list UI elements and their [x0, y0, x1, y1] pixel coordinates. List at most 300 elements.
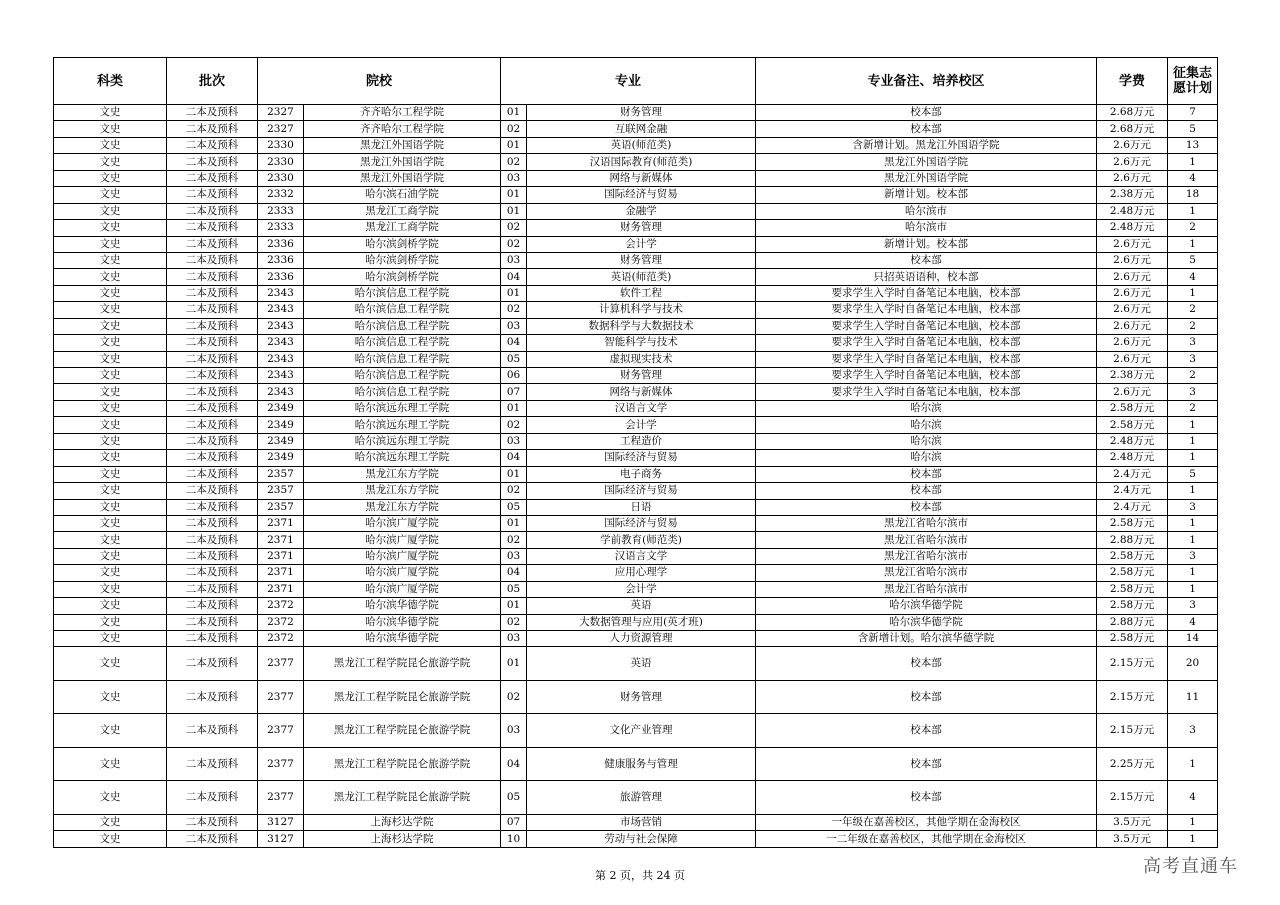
- cell-tuition: 2.15万元: [1097, 647, 1168, 681]
- cell-tuition: 3.5万元: [1097, 814, 1168, 830]
- cell-major-code: 07: [501, 814, 527, 830]
- cell-school-name: 黑龙江工程学院昆仑旅游学院: [304, 747, 501, 781]
- table-row: [54, 252, 1218, 268]
- cell-major-name: 劳动与社会保障: [527, 831, 756, 847]
- cell-batch: 二本及预科: [167, 302, 258, 318]
- cell-category: 文史: [54, 203, 167, 219]
- cell-notes: 校本部: [756, 121, 1097, 137]
- cell-category: 文史: [54, 137, 167, 153]
- cell-major-name: 互联网金融: [527, 121, 756, 137]
- table-row: [54, 781, 1218, 815]
- cell-school-code: 2377: [258, 781, 304, 815]
- cell-batch: 二本及预科: [167, 714, 258, 748]
- cell-major-code: 02: [501, 236, 527, 252]
- cell-school-name: 黑龙江外国语学院: [304, 170, 501, 186]
- cell-notes: 哈尔滨华德学院: [756, 598, 1097, 614]
- table-row: [54, 814, 1218, 830]
- table-row: [54, 831, 1218, 847]
- cell-plan: 2: [1168, 400, 1218, 416]
- cell-major-name: 文化产业管理: [527, 714, 756, 748]
- cell-major-name: 英语: [527, 647, 756, 681]
- cell-notes: 黑龙江外国语学院: [756, 170, 1097, 186]
- cell-major-name: 大数据管理与应用(英才班): [527, 614, 756, 630]
- cell-notes: 校本部: [756, 747, 1097, 781]
- cell-school-code: 2336: [258, 252, 304, 268]
- cell-major-code: 03: [501, 252, 527, 268]
- cell-plan: 3: [1168, 384, 1218, 400]
- cell-plan: 1: [1168, 515, 1218, 531]
- cell-tuition: 2.6万元: [1097, 252, 1168, 268]
- cell-tuition: 2.4万元: [1097, 483, 1168, 499]
- cell-plan: 1: [1168, 285, 1218, 301]
- cell-batch: 二本及预科: [167, 598, 258, 614]
- cell-major-name: 数据科学与大数据技术: [527, 318, 756, 334]
- cell-major-name: 汉语言文学: [527, 548, 756, 564]
- table-row: [54, 400, 1218, 416]
- cell-notes: 黑龙江外国语学院: [756, 154, 1097, 170]
- cell-major-code: 03: [501, 170, 527, 186]
- cell-notes: 哈尔滨: [756, 450, 1097, 466]
- cell-category: 文史: [54, 121, 167, 137]
- cell-notes: 哈尔滨市: [756, 203, 1097, 219]
- cell-school-code: 2357: [258, 499, 304, 515]
- cell-notes: 含新增计划。黑龙江外国语学院: [756, 137, 1097, 153]
- cell-tuition: 2.38万元: [1097, 368, 1168, 384]
- table-row: [54, 285, 1218, 301]
- cell-plan: 14: [1168, 631, 1218, 647]
- cell-school-code: 2343: [258, 368, 304, 384]
- cell-batch: 二本及预科: [167, 252, 258, 268]
- cell-major-code: 01: [501, 466, 527, 482]
- cell-category: 文史: [54, 318, 167, 334]
- cell-category: 文史: [54, 631, 167, 647]
- cell-major-name: 财务管理: [527, 220, 756, 236]
- cell-notes: 校本部: [756, 105, 1097, 121]
- cell-school-code: 2357: [258, 466, 304, 482]
- cell-major-code: 03: [501, 548, 527, 564]
- cell-major-code: 05: [501, 781, 527, 815]
- cell-plan: 5: [1168, 466, 1218, 482]
- table-row: [54, 417, 1218, 433]
- cell-tuition: 2.58万元: [1097, 400, 1168, 416]
- table-row: [54, 351, 1218, 367]
- table-row: [54, 269, 1218, 285]
- cell-category: 文史: [54, 368, 167, 384]
- cell-school-name: 哈尔滨广厦学院: [304, 515, 501, 531]
- cell-major-name: 学前教育(师范类): [527, 532, 756, 548]
- cell-tuition: 2.6万元: [1097, 318, 1168, 334]
- cell-batch: 二本及预科: [167, 105, 258, 121]
- cell-plan: 1: [1168, 532, 1218, 548]
- cell-tuition: 2.6万元: [1097, 285, 1168, 301]
- cell-school-code: 2377: [258, 747, 304, 781]
- cell-batch: 二本及预科: [167, 532, 258, 548]
- cell-school-name: 哈尔滨广厦学院: [304, 532, 501, 548]
- cell-plan: 5: [1168, 121, 1218, 137]
- table-row: [54, 137, 1218, 153]
- cell-plan: 3: [1168, 714, 1218, 748]
- cell-notes: 校本部: [756, 647, 1097, 681]
- cell-major-name: 智能科学与技术: [527, 335, 756, 351]
- cell-school-name: 黑龙江工程学院昆仑旅游学院: [304, 714, 501, 748]
- cell-notes: 要求学生入学时自备笔记本电脑，校本部: [756, 318, 1097, 334]
- cell-batch: 二本及预科: [167, 236, 258, 252]
- cell-school-name: 哈尔滨远东理工学院: [304, 433, 501, 449]
- cell-plan: 2: [1168, 368, 1218, 384]
- cell-major-code: 01: [501, 285, 527, 301]
- cell-category: 文史: [54, 548, 167, 564]
- cell-batch: 二本及预科: [167, 631, 258, 647]
- cell-school-code: 2343: [258, 384, 304, 400]
- cell-plan: 1: [1168, 831, 1218, 847]
- table-row: [54, 236, 1218, 252]
- cell-major-code: 05: [501, 351, 527, 367]
- table-row: [54, 335, 1218, 351]
- cell-plan: 1: [1168, 814, 1218, 830]
- cell-school-name: 哈尔滨剑桥学院: [304, 236, 501, 252]
- cell-category: 文史: [54, 236, 167, 252]
- cell-school-code: 2343: [258, 285, 304, 301]
- cell-batch: 二本及预科: [167, 581, 258, 597]
- cell-plan: 20: [1168, 647, 1218, 681]
- cell-plan: 4: [1168, 269, 1218, 285]
- cell-tuition: 2.68万元: [1097, 105, 1168, 121]
- cell-school-code: 2343: [258, 318, 304, 334]
- cell-major-code: 03: [501, 318, 527, 334]
- cell-plan: 2: [1168, 302, 1218, 318]
- cell-major-name: 人力资源管理: [527, 631, 756, 647]
- cell-tuition: 2.58万元: [1097, 548, 1168, 564]
- cell-notes: 要求学生入学时自备笔记本电脑，校本部: [756, 335, 1097, 351]
- cell-school-code: 3127: [258, 831, 304, 847]
- cell-tuition: 2.4万元: [1097, 499, 1168, 515]
- cell-batch: 二本及预科: [167, 515, 258, 531]
- cell-notes: 校本部: [756, 483, 1097, 499]
- header-plan: 征集志愿计划: [1168, 58, 1218, 105]
- cell-batch: 二本及预科: [167, 831, 258, 847]
- cell-school-code: 2371: [258, 581, 304, 597]
- table-row: [54, 368, 1218, 384]
- cell-tuition: 2.6万元: [1097, 335, 1168, 351]
- cell-major-name: 金融学: [527, 203, 756, 219]
- cell-batch: 二本及预科: [167, 203, 258, 219]
- cell-notes: 黑龙江省哈尔滨市: [756, 548, 1097, 564]
- cell-batch: 二本及预科: [167, 220, 258, 236]
- cell-batch: 二本及预科: [167, 384, 258, 400]
- cell-tuition: 2.4万元: [1097, 466, 1168, 482]
- cell-notes: 一年级在嘉善校区，其他学期在金海校区: [756, 814, 1097, 830]
- cell-tuition: 2.38万元: [1097, 187, 1168, 203]
- table-row: [54, 433, 1218, 449]
- cell-school-code: 2330: [258, 170, 304, 186]
- cell-notes: 哈尔滨市: [756, 220, 1097, 236]
- cell-school-name: 齐齐哈尔工程学院: [304, 105, 501, 121]
- table-row: [54, 565, 1218, 581]
- cell-plan: 2: [1168, 220, 1218, 236]
- cell-major-code: 03: [501, 631, 527, 647]
- cell-notes: 哈尔滨: [756, 400, 1097, 416]
- cell-notes: 要求学生入学时自备笔记本电脑，校本部: [756, 384, 1097, 400]
- table-row: [54, 714, 1218, 748]
- cell-tuition: 2.6万元: [1097, 154, 1168, 170]
- cell-school-name: 哈尔滨华德学院: [304, 598, 501, 614]
- cell-tuition: 2.58万元: [1097, 565, 1168, 581]
- cell-notes: 要求学生入学时自备笔记本电脑，校本部: [756, 368, 1097, 384]
- cell-batch: 二本及预科: [167, 680, 258, 714]
- cell-school-name: 哈尔滨广厦学院: [304, 565, 501, 581]
- cell-major-code: 10: [501, 831, 527, 847]
- cell-school-code: 2343: [258, 302, 304, 318]
- cell-plan: 18: [1168, 187, 1218, 203]
- cell-major-name: 网络与新媒体: [527, 170, 756, 186]
- cell-major-name: 英语(师范类): [527, 137, 756, 153]
- cell-school-name: 哈尔滨信息工程学院: [304, 302, 501, 318]
- cell-tuition: 2.48万元: [1097, 203, 1168, 219]
- cell-plan: 3: [1168, 499, 1218, 515]
- cell-plan: 1: [1168, 581, 1218, 597]
- cell-major-code: 04: [501, 450, 527, 466]
- cell-tuition: 2.48万元: [1097, 433, 1168, 449]
- cell-major-code: 02: [501, 483, 527, 499]
- cell-school-code: 2377: [258, 680, 304, 714]
- cell-school-code: 2333: [258, 203, 304, 219]
- cell-batch: 二本及预科: [167, 466, 258, 482]
- cell-tuition: 2.6万元: [1097, 384, 1168, 400]
- table-row: [54, 631, 1218, 647]
- table-row: [54, 747, 1218, 781]
- cell-plan: 1: [1168, 565, 1218, 581]
- cell-major-code: 04: [501, 747, 527, 781]
- cell-category: 文史: [54, 220, 167, 236]
- cell-tuition: 2.58万元: [1097, 631, 1168, 647]
- table-row: [54, 598, 1218, 614]
- cell-batch: 二本及预科: [167, 647, 258, 681]
- cell-school-code: 2371: [258, 532, 304, 548]
- header-category: 科类: [54, 58, 167, 105]
- cell-notes: 只招英语语种，校本部: [756, 269, 1097, 285]
- cell-major-code: 04: [501, 269, 527, 285]
- cell-school-code: 2372: [258, 631, 304, 647]
- cell-tuition: 2.6万元: [1097, 137, 1168, 153]
- cell-tuition: 2.6万元: [1097, 170, 1168, 186]
- cell-major-name: 网络与新媒体: [527, 384, 756, 400]
- cell-batch: 二本及预科: [167, 433, 258, 449]
- cell-school-code: 2349: [258, 433, 304, 449]
- cell-plan: 1: [1168, 483, 1218, 499]
- table-row: [54, 121, 1218, 137]
- cell-plan: 2: [1168, 318, 1218, 334]
- cell-tuition: 2.68万元: [1097, 121, 1168, 137]
- table-row: [54, 450, 1218, 466]
- table-row: [54, 614, 1218, 630]
- enrollment-table: [53, 57, 1218, 848]
- cell-notes: 要求学生入学时自备笔记本电脑，校本部: [756, 285, 1097, 301]
- cell-major-name: 汉语国际教育(师范类): [527, 154, 756, 170]
- cell-category: 文史: [54, 647, 167, 681]
- cell-school-name: 哈尔滨广厦学院: [304, 548, 501, 564]
- cell-notes: 哈尔滨华德学院: [756, 614, 1097, 630]
- cell-school-code: 2372: [258, 614, 304, 630]
- cell-batch: 二本及预科: [167, 187, 258, 203]
- cell-school-name: 黑龙江东方学院: [304, 483, 501, 499]
- cell-major-name: 国际经济与贸易: [527, 187, 756, 203]
- cell-tuition: 2.48万元: [1097, 220, 1168, 236]
- cell-school-code: 2371: [258, 565, 304, 581]
- cell-school-name: 哈尔滨远东理工学院: [304, 450, 501, 466]
- cell-category: 文史: [54, 417, 167, 433]
- cell-tuition: 2.15万元: [1097, 714, 1168, 748]
- cell-category: 文史: [54, 105, 167, 121]
- cell-category: 文史: [54, 450, 167, 466]
- table-row: [54, 532, 1218, 548]
- cell-notes: 黑龙江省哈尔滨市: [756, 565, 1097, 581]
- cell-major-code: 01: [501, 400, 527, 416]
- cell-category: 文史: [54, 433, 167, 449]
- cell-batch: 二本及预科: [167, 400, 258, 416]
- cell-major-code: 01: [501, 598, 527, 614]
- cell-batch: 二本及预科: [167, 137, 258, 153]
- cell-plan: 1: [1168, 203, 1218, 219]
- cell-major-code: 07: [501, 384, 527, 400]
- cell-category: 文史: [54, 335, 167, 351]
- cell-plan: 4: [1168, 170, 1218, 186]
- header-batch: 批次: [167, 58, 258, 105]
- table-row: [54, 466, 1218, 482]
- cell-major-name: 财务管理: [527, 252, 756, 268]
- cell-tuition: 3.5万元: [1097, 831, 1168, 847]
- cell-major-name: 英语(师范类): [527, 269, 756, 285]
- cell-school-name: 哈尔滨信息工程学院: [304, 285, 501, 301]
- table-row: [54, 483, 1218, 499]
- cell-plan: 3: [1168, 598, 1218, 614]
- cell-school-code: 2336: [258, 269, 304, 285]
- table-row: [54, 187, 1218, 203]
- cell-notes: 要求学生入学时自备笔记本电脑，校本部: [756, 351, 1097, 367]
- cell-notes: 一二年级在嘉善校区，其他学期在金海校区: [756, 831, 1097, 847]
- cell-major-name: 英语: [527, 598, 756, 614]
- cell-major-code: 04: [501, 335, 527, 351]
- cell-batch: 二本及预科: [167, 781, 258, 815]
- cell-batch: 二本及预科: [167, 285, 258, 301]
- cell-batch: 二本及预科: [167, 154, 258, 170]
- header-school: 院校: [258, 58, 501, 105]
- cell-plan: 1: [1168, 236, 1218, 252]
- cell-school-name: 黑龙江外国语学院: [304, 154, 501, 170]
- cell-category: 文史: [54, 384, 167, 400]
- table-row: [54, 302, 1218, 318]
- cell-notes: 校本部: [756, 714, 1097, 748]
- cell-school-code: 2343: [258, 335, 304, 351]
- header-tuition: 学费: [1097, 58, 1168, 105]
- cell-school-name: 哈尔滨信息工程学院: [304, 318, 501, 334]
- cell-category: 文史: [54, 532, 167, 548]
- cell-school-name: 哈尔滨信息工程学院: [304, 335, 501, 351]
- cell-notes: 新增计划。校本部: [756, 236, 1097, 252]
- cell-major-name: 会计学: [527, 236, 756, 252]
- cell-category: 文史: [54, 483, 167, 499]
- cell-major-code: 01: [501, 105, 527, 121]
- cell-major-name: 健康服务与管理: [527, 747, 756, 781]
- cell-notes: 校本部: [756, 252, 1097, 268]
- cell-school-name: 黑龙江工商学院: [304, 220, 501, 236]
- cell-plan: 1: [1168, 417, 1218, 433]
- cell-category: 文史: [54, 252, 167, 268]
- cell-school-code: 2343: [258, 351, 304, 367]
- cell-notes: 校本部: [756, 781, 1097, 815]
- cell-category: 文史: [54, 581, 167, 597]
- cell-batch: 二本及预科: [167, 417, 258, 433]
- cell-plan: 1: [1168, 154, 1218, 170]
- cell-tuition: 2.58万元: [1097, 598, 1168, 614]
- cell-school-name: 哈尔滨石油学院: [304, 187, 501, 203]
- cell-major-code: 05: [501, 499, 527, 515]
- header-row: [54, 58, 1218, 105]
- cell-tuition: 2.6万元: [1097, 236, 1168, 252]
- table-body: [54, 105, 1218, 848]
- cell-category: 文史: [54, 614, 167, 630]
- cell-batch: 二本及预科: [167, 450, 258, 466]
- cell-notes: 校本部: [756, 466, 1097, 482]
- cell-batch: 二本及预科: [167, 318, 258, 334]
- cell-school-name: 上海杉达学院: [304, 814, 501, 830]
- cell-major-code: 02: [501, 154, 527, 170]
- cell-major-code: 01: [501, 203, 527, 219]
- cell-school-code: 2372: [258, 598, 304, 614]
- cell-tuition: 2.25万元: [1097, 747, 1168, 781]
- cell-school-name: 哈尔滨剑桥学院: [304, 252, 501, 268]
- cell-school-code: 2330: [258, 154, 304, 170]
- cell-notes: 含新增计划。哈尔滨华德学院: [756, 631, 1097, 647]
- cell-major-name: 财务管理: [527, 368, 756, 384]
- cell-plan: 1: [1168, 433, 1218, 449]
- cell-tuition: 2.6万元: [1097, 351, 1168, 367]
- cell-major-name: 会计学: [527, 417, 756, 433]
- cell-plan: 3: [1168, 351, 1218, 367]
- cell-school-code: 2333: [258, 220, 304, 236]
- cell-school-name: 哈尔滨剑桥学院: [304, 269, 501, 285]
- table-row: [54, 384, 1218, 400]
- table-row: [54, 680, 1218, 714]
- cell-major-code: 04: [501, 565, 527, 581]
- cell-tuition: 2.88万元: [1097, 614, 1168, 630]
- cell-school-name: 哈尔滨信息工程学院: [304, 384, 501, 400]
- table-row: [54, 170, 1218, 186]
- table-row: [54, 647, 1218, 681]
- cell-school-code: 2377: [258, 647, 304, 681]
- cell-school-code: 2357: [258, 483, 304, 499]
- cell-school-name: 黑龙江外国语学院: [304, 137, 501, 153]
- cell-tuition: 2.88万元: [1097, 532, 1168, 548]
- cell-major-code: 02: [501, 302, 527, 318]
- cell-major-name: 工程造价: [527, 433, 756, 449]
- table-row: [54, 499, 1218, 515]
- cell-category: 文史: [54, 781, 167, 815]
- cell-major-name: 软件工程: [527, 285, 756, 301]
- cell-notes: 黑龙江省哈尔滨市: [756, 515, 1097, 531]
- cell-category: 文史: [54, 285, 167, 301]
- cell-school-name: 哈尔滨远东理工学院: [304, 400, 501, 416]
- cell-school-name: 哈尔滨信息工程学院: [304, 368, 501, 384]
- cell-major-name: 旅游管理: [527, 781, 756, 815]
- cell-category: 文史: [54, 154, 167, 170]
- cell-category: 文史: [54, 400, 167, 416]
- cell-plan: 11: [1168, 680, 1218, 714]
- cell-tuition: 2.58万元: [1097, 515, 1168, 531]
- cell-plan: 7: [1168, 105, 1218, 121]
- cell-school-name: 哈尔滨华德学院: [304, 614, 501, 630]
- cell-batch: 二本及预科: [167, 269, 258, 285]
- cell-school-name: 哈尔滨华德学院: [304, 631, 501, 647]
